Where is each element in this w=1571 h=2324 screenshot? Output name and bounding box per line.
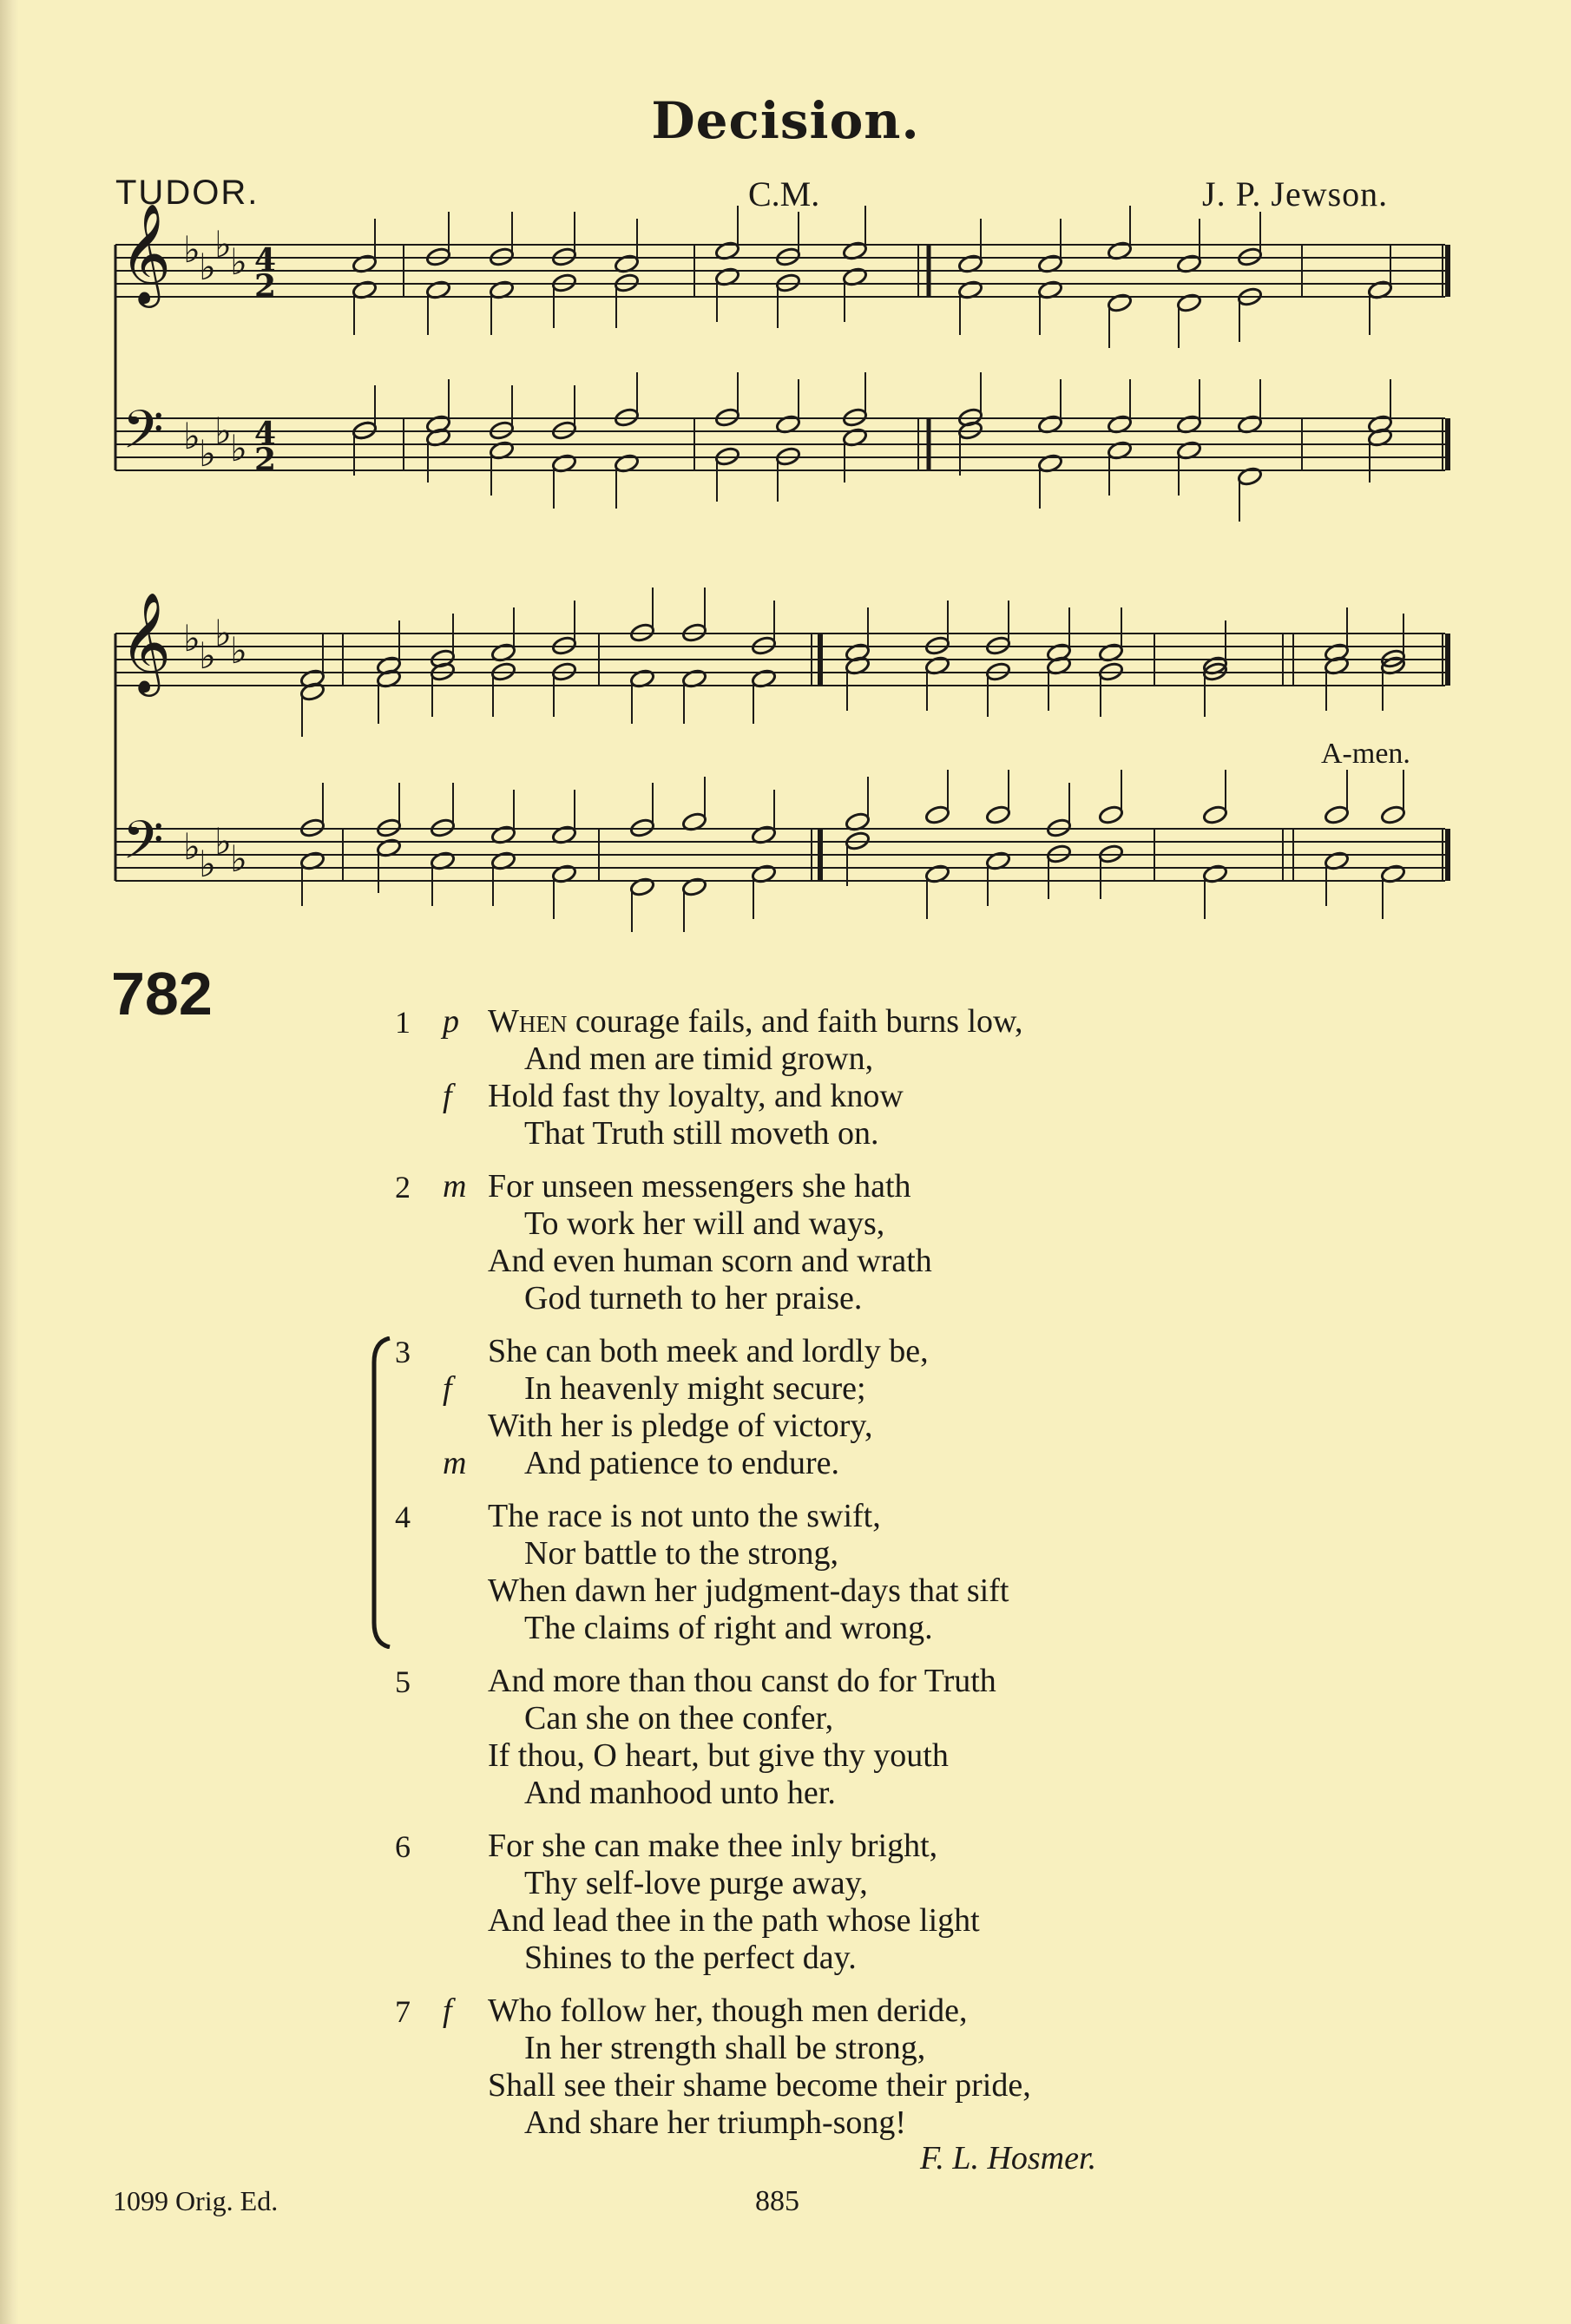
flat-sign: ♭: [183, 825, 200, 868]
verse-line: [524, 2104, 906, 2142]
verse-line-text: God turneth to her praise.: [524, 1280, 863, 1316]
verse-line-text: Can she on thee confer,: [524, 1700, 834, 1736]
verse-line: [524, 1939, 857, 1977]
bass-note: [629, 876, 655, 897]
verse-line: [524, 1609, 933, 1647]
verse-line-text: For she can make thee inly bright,: [488, 1828, 938, 1864]
verse-line-text: That Truth still moveth on.: [524, 1115, 879, 1152]
bass-note: [1237, 466, 1263, 487]
verse-line: [488, 1407, 872, 1445]
page-number: 885: [755, 2185, 799, 2217]
verse-number: 6: [395, 1829, 411, 1864]
verse-line-text: And share her triumph-song!: [524, 2104, 907, 2141]
verse-number: 4: [395, 1500, 411, 1534]
verse-line-text: And men are timid grown,: [524, 1041, 874, 1077]
hymn-number: 782: [111, 960, 213, 1027]
verse-line: [488, 1901, 980, 1940]
dynamic-marking: f: [443, 1992, 452, 2029]
verse-line-text: In her strength shall be strong,: [524, 2030, 926, 2066]
verse-line: [524, 1864, 868, 1902]
dynamic-marking: p: [443, 1003, 459, 1040]
flat-sign: ♭: [183, 617, 200, 660]
flat-sign: ♭: [214, 820, 232, 863]
bass-clef: 𝄢: [122, 810, 164, 884]
verse-line-text: And lead thee in the path whose light: [488, 1902, 980, 1939]
verse-line: [488, 1827, 937, 1865]
verse-number: 5: [395, 1664, 411, 1699]
verse-line-text: With her is pledge of victory,: [488, 1408, 873, 1444]
verse-line-text: Who follow her, though men deride,: [488, 1992, 968, 2029]
verse-line: [488, 1077, 904, 1115]
verse-number: 7: [395, 1994, 411, 2029]
verse-line: [488, 1572, 1009, 1610]
flat-sign: ♭: [199, 246, 216, 288]
verse-line-text: For unseen messengers she hath: [488, 1168, 911, 1205]
verse-line: [488, 2066, 1031, 2104]
verse-line: [524, 2029, 925, 2067]
verse-line-text: In heavenly might secure;: [524, 1370, 866, 1407]
verse-line-text: Thy self-love purge away,: [524, 1865, 868, 1901]
time-signature: 2: [254, 442, 277, 478]
verse-line: [488, 1992, 968, 2030]
dynamic-marking: m: [443, 1168, 467, 1205]
verse-number: 2: [395, 1170, 411, 1205]
flat-sign: ♭: [199, 634, 216, 677]
original-edition-number: 1099 Orig. Ed.: [113, 2185, 279, 2216]
amen-label: A-men.: [1321, 738, 1410, 770]
hymn-author: F. L. Hosmer.: [920, 2140, 1097, 2176]
verse-line-text: The claims of right and wrong.: [524, 1610, 933, 1646]
verse-line: [524, 1444, 839, 1482]
bass-clef: 𝄢: [122, 399, 164, 474]
tune-meter: C.M.: [748, 174, 820, 213]
section-title: Decision.: [651, 91, 920, 150]
verse-number: 1: [395, 1005, 411, 1040]
flat-sign: ♭: [230, 427, 247, 469]
flat-sign: ♭: [214, 410, 232, 452]
tenor-note: [1380, 804, 1406, 825]
flat-sign: ♭: [230, 629, 247, 672]
dynamic-marking: f: [443, 1370, 452, 1407]
flat-sign: ♭: [183, 415, 200, 457]
flat-sign: ♭: [214, 612, 232, 654]
verse-line-text: courage fails, and faith burns low,: [567, 1003, 1023, 1040]
verse-line: [524, 1279, 862, 1317]
music-score: [0, 0, 1571, 955]
verse-line: [488, 1736, 949, 1775]
dynamic-marking: m: [443, 1445, 467, 1481]
verse-line: [524, 1040, 873, 1078]
tenor-note: [924, 804, 950, 825]
time-signature: 4: [254, 416, 277, 452]
flat-sign: ♭: [230, 837, 247, 880]
verse-line: [488, 1167, 911, 1205]
bass-note: [681, 876, 707, 897]
verse-line-text: She can both meek and lordly be,: [488, 1333, 929, 1369]
verse-line: [524, 1114, 879, 1152]
verse-line-text: When dawn her judgment-days that sift: [488, 1572, 1009, 1609]
treble-clef: 𝄞: [120, 591, 172, 693]
flat-sign: ♭: [183, 228, 200, 271]
verse-line-text: Nor battle to the strong,: [524, 1535, 838, 1572]
verse-line-text: Hold fast thy loyalty, and know: [488, 1078, 904, 1114]
verse-line: [488, 1242, 932, 1280]
verse-first-word: When: [488, 1003, 568, 1040]
verse-line: [524, 1369, 866, 1408]
flat-sign: ♭: [199, 432, 216, 475]
alto-note: [1107, 292, 1133, 313]
verse-line-text: To work her will and ways,: [524, 1205, 885, 1242]
verse-line-text: The race is not unto the swift,: [488, 1498, 881, 1534]
tune-name: TUDOR.: [115, 174, 260, 212]
treble-clef: 𝄞: [120, 202, 172, 304]
flat-sign: ♭: [199, 843, 216, 885]
tenor-note: [1202, 804, 1228, 825]
verse-line: [524, 1205, 884, 1243]
verse-line-text: And more than thou canst do for Truth: [488, 1663, 996, 1699]
verse-line-text: And patience to endure.: [524, 1445, 839, 1481]
time-signature: 2: [254, 268, 277, 305]
verse-line: [488, 1002, 1023, 1041]
verse-line: [524, 1774, 836, 1812]
verse-line-text: And even human scorn and wrath: [488, 1243, 932, 1279]
verse-line: [488, 1497, 881, 1535]
verse-bracket: [369, 1336, 393, 1649]
verse-line-text: Shines to the perfect day.: [524, 1940, 857, 1976]
verse-number: 3: [395, 1335, 411, 1369]
tenor-note: [985, 804, 1011, 825]
verse-line-text: Shall see their shame become their pride,: [488, 2067, 1031, 2104]
flat-sign: ♭: [214, 223, 232, 266]
verse-line: [488, 1662, 996, 1700]
tenor-note: [1098, 804, 1124, 825]
time-signature: 4: [254, 242, 277, 279]
verse-line-text: And manhood unto her.: [524, 1775, 836, 1811]
verse-line: [524, 1534, 838, 1572]
dynamic-marking: f: [443, 1078, 452, 1114]
tenor-note: [1324, 804, 1350, 825]
verse-line: [488, 1332, 929, 1370]
tune-composer: J. P. Jewson.: [1202, 174, 1389, 213]
verse-line: [524, 1699, 833, 1737]
alto-note: [1176, 292, 1202, 313]
verse-line-text: If thou, O heart, but give thy youth: [488, 1737, 949, 1774]
flat-sign: ♭: [230, 240, 247, 283]
